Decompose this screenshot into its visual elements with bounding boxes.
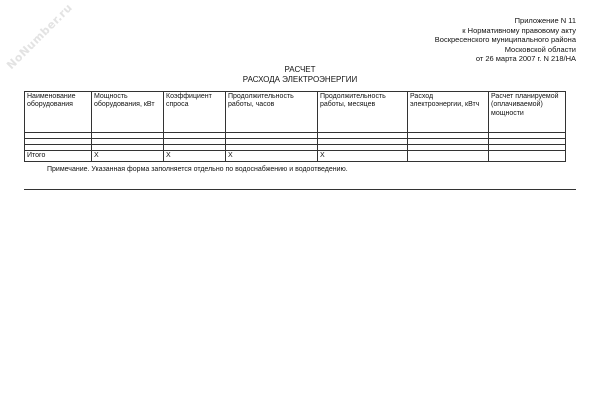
table-cell: X bbox=[226, 151, 318, 162]
total-label: Итого bbox=[25, 151, 92, 162]
total-row bbox=[25, 151, 566, 162]
column-header: Продолжительность работы, месяцев bbox=[318, 92, 408, 133]
document-title bbox=[0, 65, 600, 84]
column-header: Расход электроэнергии, кВтч bbox=[408, 92, 489, 133]
header-line: Московской области bbox=[504, 44, 576, 54]
title-line-1: РАСЧЕТ bbox=[284, 65, 316, 74]
column-header: Расчет планируемой (оплачиваемой) мощности bbox=[489, 92, 566, 133]
column-header: Коэффициент спроса bbox=[164, 92, 226, 133]
column-header: Продолжительность работы, часов bbox=[226, 92, 318, 133]
footnote: Примечание. Указанная форма заполняется отдельно по водоснабжению и водоотведению. bbox=[47, 166, 348, 173]
header-line: Воскресенского муниципального района bbox=[434, 35, 576, 45]
title-line-2: РАСХОДА ЭЛЕКТРОЭНЕРГИИ bbox=[242, 74, 358, 84]
table-header-row bbox=[25, 92, 566, 133]
watermark: NoNumber.ru bbox=[4, 1, 76, 72]
table-cell bbox=[489, 151, 566, 162]
divider-line bbox=[24, 189, 576, 190]
header-line: от 26 марта 2007 г. N 218/НА bbox=[475, 54, 576, 64]
appendix-header bbox=[435, 16, 576, 64]
table-cell bbox=[408, 151, 489, 162]
column-header: Наименование оборудования bbox=[25, 92, 92, 133]
column-header: Мощность оборудования, кВт bbox=[92, 92, 164, 133]
calculation-table bbox=[24, 91, 566, 162]
table-cell: X bbox=[164, 151, 226, 162]
header-line: к Нормативному правовому акту bbox=[462, 25, 576, 35]
table-cell: X bbox=[92, 151, 164, 162]
header-line: Приложение N 11 bbox=[514, 16, 576, 25]
table-cell: X bbox=[318, 151, 408, 162]
